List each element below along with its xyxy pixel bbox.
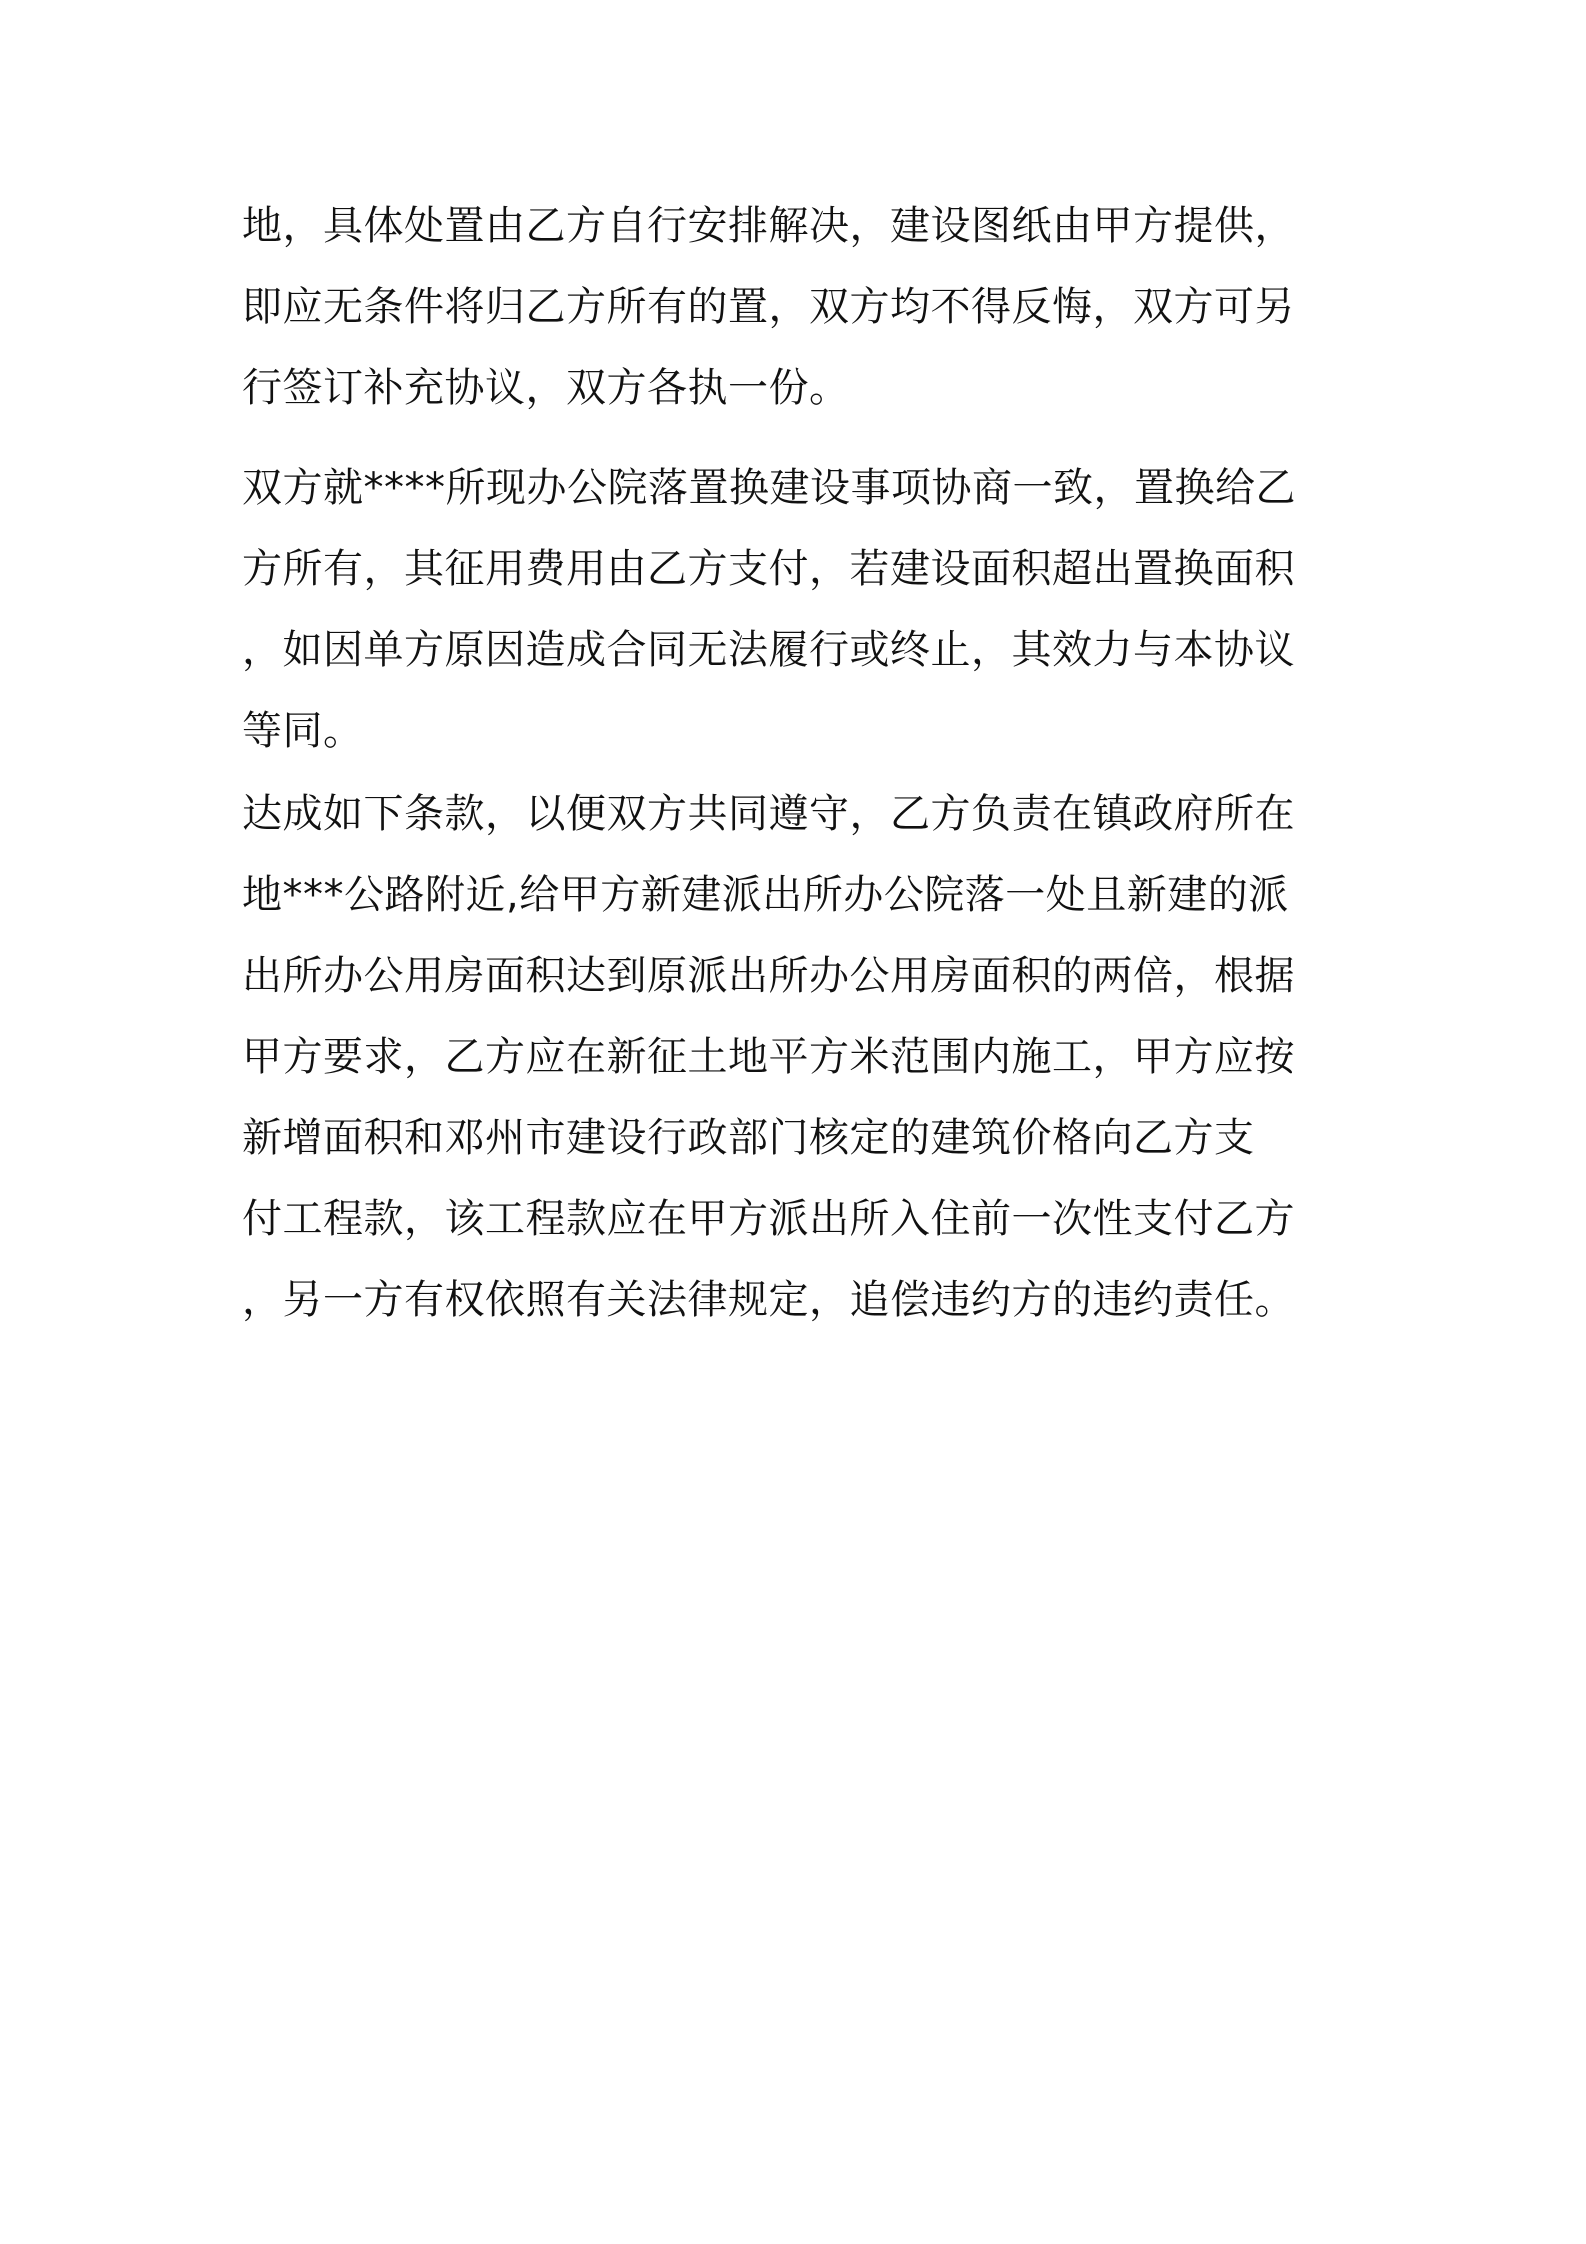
text-line: 双方就****所现办公院落置换建设事项协商一致，置换给乙 bbox=[242, 465, 1296, 511]
text-line: 地***公路附近,给甲方新建派出所办公院落一处且新建的派 bbox=[242, 872, 1289, 918]
text-line: 即应无条件将归乙方所有的置，双方均不得反悔，双方可另 bbox=[242, 284, 1295, 330]
paragraph-1 bbox=[242, 186, 1357, 429]
text-line: 新增面积和邓州市建设行政部门核定的建筑价格向乙方支 bbox=[242, 1115, 1255, 1161]
text-line: 方所有，其征用费用由乙方支付，若建设面积超出置换面积 bbox=[242, 546, 1295, 592]
text-line: 付工程款，该工程款应在甲方派出所入住前一次性支付乙方 bbox=[242, 1196, 1295, 1242]
text-line: 行签订补充协议，双方各执一份。 bbox=[242, 365, 850, 411]
text-line: 达成如下条款，以便双方共同遵守，乙方负责在镇政府所在 bbox=[242, 791, 1295, 837]
paragraph-2 bbox=[242, 448, 1357, 772]
text-line: ，另一方有权依照有关法律规定，追偿违约方的违约责任。 bbox=[242, 1277, 1295, 1323]
text-line: 出所办公用房面积达到原派出所办公用房面积的两倍，根据 bbox=[242, 953, 1295, 999]
text-line: 等同。 bbox=[242, 708, 364, 754]
text-line: 地，具体处置由乙方自行安排解决，建设图纸由甲方提供， bbox=[242, 203, 1295, 249]
text-line: ，如因单方原因造成合同无法履行或终止，其效力与本协议 bbox=[242, 627, 1295, 673]
paragraph-3 bbox=[242, 774, 1357, 1341]
text-line: 甲方要求，乙方应在新征土地平方米范围内施工，甲方应按 bbox=[242, 1034, 1295, 1080]
